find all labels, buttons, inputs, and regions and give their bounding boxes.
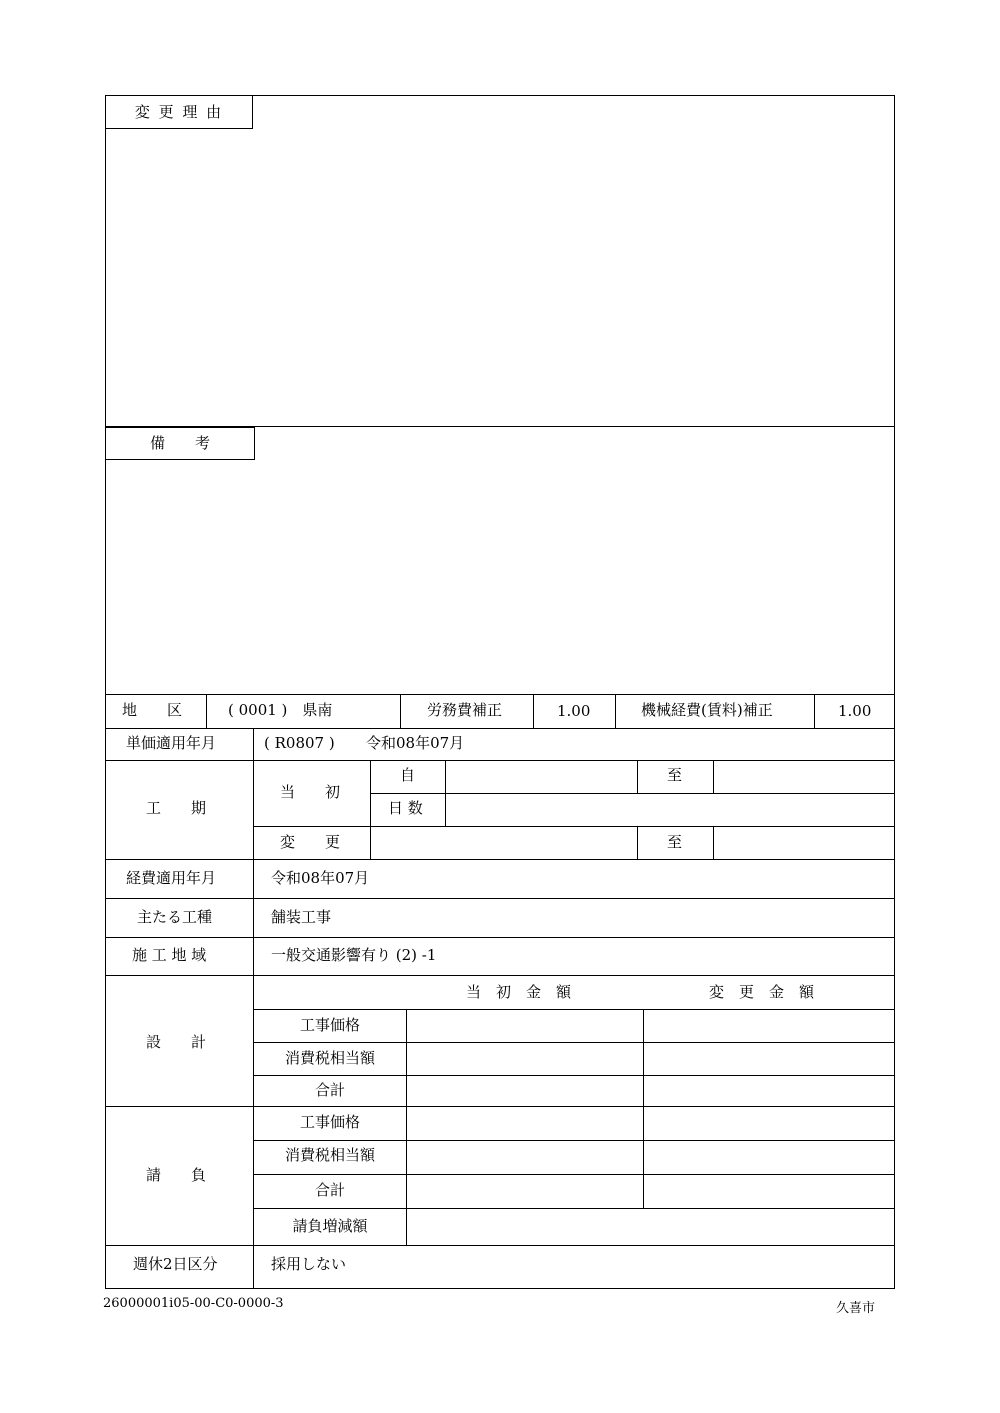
kouki-label: 工 期 [146,799,207,817]
sekou-label: 施 工 地 域 [132,946,207,964]
amount-header-changed: 変 更 金 額 [709,983,815,1001]
tanka-value: 令和08年07月 [366,734,465,752]
shukyu-label: 週休2日区分 [133,1255,218,1273]
kikai-value: 1.00 [838,702,872,720]
henkou-riyuu-label-box [105,95,253,129]
shutaru-value: 舗装工事 [271,908,332,926]
city-name: 久喜市 [836,1301,876,1316]
ukeoi-label: 請 負 [146,1166,207,1184]
sekkei-row-total: 合計 [314,1081,345,1099]
sekkei-row-tax: 消費税相当額 [284,1049,375,1067]
shutaru-label: 主たる工種 [137,908,213,926]
kouki-start-field[interactable] [446,761,636,792]
chiku-value: ( 0001 ) 県南 [228,701,333,719]
kouki-ji: 自 [400,766,416,784]
roumuhi-value: 1.00 [557,702,591,720]
ukeoi-row-diff: 請負増減額 [292,1217,368,1235]
sekkei-row-kouji: 工事価格 [299,1016,360,1034]
keihi-value: 令和08年07月 [271,869,370,887]
henkou-riyuu-label: 変 更 理 由 [134,103,224,121]
kouki-henkou: 変 更 [280,833,341,851]
sekkei-label: 設 計 [146,1033,207,1051]
henkou-riyuu-area[interactable] [253,96,893,426]
bikou-label: 備 考 [149,434,210,452]
kouki-itaru: 至 [667,766,683,784]
ukeoi-row-tax: 消費税相当額 [284,1146,375,1164]
ukeoi-row-kouji: 工事価格 [299,1113,360,1131]
amount-header-initial: 当 初 金 額 [466,983,572,1001]
kouki-days-field[interactable] [446,794,894,825]
kouki-end-field[interactable] [714,761,894,792]
keihi-label: 経費適用年月 [126,869,217,887]
sekou-value: 一般交通影響有り (2) -1 [271,946,437,964]
tanka-label: 単価適用年月 [126,734,217,752]
kikai-label: 機械経費(賃料)補正 [641,701,773,719]
kouki-nissuu: 日 数 [388,799,423,817]
kouki-tousho: 当 初 [280,783,341,801]
kouki-itaru2: 至 [667,833,683,851]
bikou-label-box [105,427,255,460]
roumuhi-label: 労務費補正 [427,701,503,719]
ukeoi-row-total: 合計 [314,1181,345,1199]
doc-id: 26000001i05-00-C0-0000-3 [103,1296,284,1311]
shukyu-value: 採用しない [271,1255,347,1273]
tanka-code: ( R0807 ) [264,734,335,752]
bikou-area[interactable] [255,427,893,693]
chiku-label: 地 区 [122,701,183,719]
